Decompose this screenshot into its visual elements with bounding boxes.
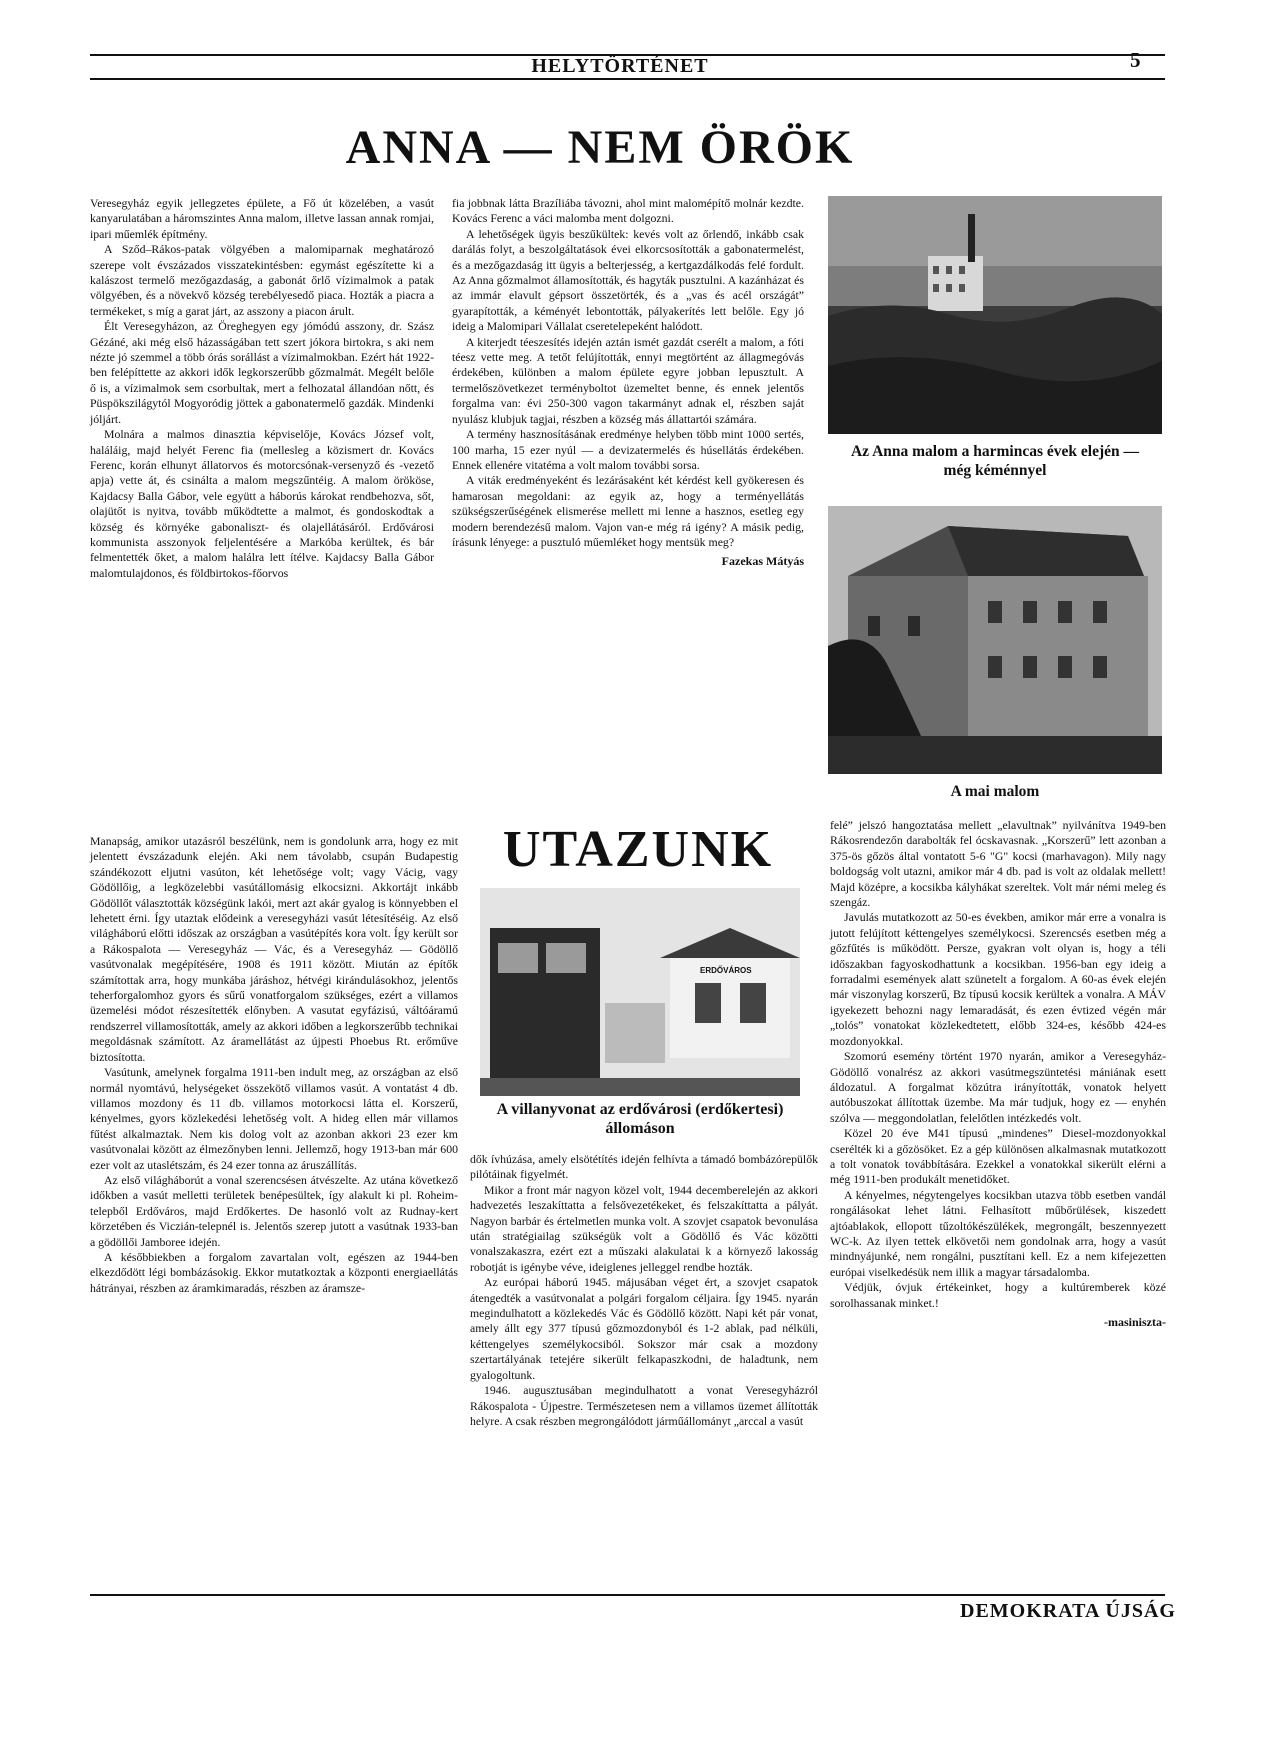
article1-column-2 [452, 196, 804, 570]
paragraph: Veresegyház egyik jellegzetes épülete, a Fő út közelében, a vasút kanyarulatában a háromszintes Anna malom, illetve lassan annak romjai, ipari műemlék építmény. [90, 196, 434, 241]
paragraph: A viták eredményeként és lezárásaként két kérdést kell gyökeresen és hamarosan megoldani: az egyik az, hogy a terményellátás szükségszerűségének elismerése mellett mi lenne a hasznos, esetleg egy modern berendezésű malom. Vajon van-e még rá igény? A másik pedig, írásunk lényege: a pusztuló műemléket hogy mentsük meg? [452, 473, 804, 549]
paragraph: Az európai háború 1945. májusában véget ért, a szovjet csapatok átengedték a vasútvonalat a polgári forgalom céljaira. Így 1945. nyarán megindulhatott a közlekedés Vác és Gödöllő között. Napi két pár vonat, amely állt egy 377 típusú gőzmozdonyból és 1-2 ablak, pad nélküli, kéttengelyes személykocsiból. Sokszor már csak a mozdony szertartályának tetejére sikerült felkapaszkodni, de haladtunk, nem gyalogoltunk. [470, 1275, 818, 1382]
paragraph: fia jobbnak látta Brazíliába távozni, ahol mint malomépítő molnár kezdte. Kovács Ferenc a váci malomba ment dolgozni. [452, 196, 804, 226]
train-photo-caption: A villanyvonat az erdővárosi (erdőkertesi) állomáson [496, 1101, 784, 1137]
paragraph: 1946. augusztusában megindulhatott a vonat Veresegyházról Rákospalota - Újpestre. Természetesen nem a villamos üzemet állították helyre. A csak részben megrongálódott járműállományt „arccal a vasút [470, 1383, 818, 1428]
old-mill-caption: Az Anna malom a harmincas évek elején — még kéménnyel [850, 443, 1139, 479]
article2-title: UTAZUNK [502, 821, 774, 878]
header-rule-lower [90, 78, 1165, 80]
paragraph: Élt Veresegyházon, az Öreghegyen egy jómódú asszony, dr. Szász Gézáné, aki még első házasságában tett szert jókora birtokra, s aki nem nézte jó szemmel a több órás sorállást a vízimalmokban. Ezért hát 1922-ben felépíttette az akkori idők legkorszerűbb gőzmalmát. Megélt belőle ő is, a vízimalmok sem csorbultak, mert a felhozatal állandóan nőtt, és Püspökszilágytól Mogyoródig jöttek a gabonatermelő gazdák. Mindenki jóljárt. [90, 319, 434, 426]
article1-signature: Fazekas Mátyás [721, 554, 804, 569]
paragraph: felé” jelszó hangoztatása mellett „elavultnak” nyilvánítva 1949-ben Rákosrendezőn darabolták fel ócskavasnak. „Korszerű” lett azonban a 375-ös gőzös által vontatott 5-6 "G" kocsi (marhavagon). Mily nagy boldogság volt utazni, amikor már 4 db. pad is volt az oldalak mellett! Majd középre, a kocsikba kályhákat szereltek. Volt már némi meleg és szengáz. [830, 818, 1166, 910]
paragraph: A későbbiekben a forgalom zavartalan volt, egészen az 1944-ben elkezdődött légi bombázásokig. Ekkor mutatkoztak a központi energiaellátás hátrányai, részben az áramkimaradás, részben az áramsze- [90, 1249, 458, 1295]
paragraph: Közel 20 éve M41 típusú „mindenes” Diesel-mozdonyokkal cserélték ki a gőzösöket. Ez a gép különösen alkalmasnak mutatkozott a tolt vonatok továbbítására. Ezekkel a vonatokkal sikerült elérni a még 1911-ben produkált menetidőket. [830, 1126, 1166, 1187]
article2-column-3 [830, 818, 1166, 1330]
article2-column-2 [470, 1152, 818, 1429]
current-mill-photo [828, 506, 1162, 774]
paragraph: Az első világháborút a vonal szerencsésen átvészelte. Az utána következő időkben a vasút melletti területek benépesültek, így alakult ki pl. Roheim-telepből Erdőváros, majd Erdőkertes. De hasonló volt az Rudnay-kert körzetében és Viczián-telepnél is. Jelentős szerep jutott a vasútnak 1933-ban a gödöllői Jamboree idején. [90, 1172, 458, 1249]
publication-masthead: DEMOKRATA ÚJSÁG [960, 1600, 1176, 1622]
article1-title: ANNA — NEM ÖRÖK [345, 121, 855, 174]
article2-column-1 [90, 834, 458, 1296]
paragraph: A Sződ–Rákos-patak völgyében a malomiparnak meghatározó szerepe volt évszázados visszatekintésben: egymást egészítette ki a kalászost termelő mezőgazdaság, a gabonát őrlő vízimalmok a patak völgyében, és a növekvő község terebélyesedő piaca. Hozták a piacra a termékeket, s míg a garat járt, az asszony a piacon árult. [90, 242, 434, 318]
article2-signature: -masiniszta- [1104, 1315, 1166, 1329]
paragraph: A kényelmes, négytengelyes kocsikban utazva több esetben vandál rongálásokat lehet látni. Felhasított műbőrülések, kiszedett ajtóablakok, ellopott tűzoltókészülékek, megrongált, beszennyezett WC-k. Az ilyen tettek elkövetői nem gondolnak arra, hogy a vasút mindnyájunké, nem rongálni, pusztítani kell. Ez a nem kifejezetten európai viselkedésük nem illik a magyar társadalomba. [830, 1187, 1166, 1279]
paragraph: Molnára a malmos dinasztia képviselője, Kovács József volt, haláláig, majd helyét Ferenc fia (mellesleg a közismert dr. Kovács Ferenc, korán elhunyt állatorvos és motorcsónak-versenyző és -vezető apja) vette át, és csinálta a malom megszűntéig. A malom örököse, Kajdacsy Balla Gábor, vele együtt a háborús károkat rendbehozva, sőt, olajütőt is nyitva, tovább működtette a malmot, és gondoskodtak a község és környéke gabonaliszt- és olajellátásáról. Erdővárosi kommunista asszonyok feljelentésére a Markóba kerültek, és bár felmentették őket, a malom halálra lett ítélve. Kajdacsy Balla Gábor malomtulajdonos, és földbirtokos-főorvos [90, 427, 434, 580]
station-sign: ERDŐVÁROS [700, 966, 752, 975]
paragraph: Javulás mutatkozott az 50-es években, amikor már erre a vonalra is jutott felújított kéttengelyes személykocsi. Szerencsés esetben még a gőzfűtés is működött. Persze, gyakran volt olyan is, hogy a téli időszakban fagyoskodhattunk a kocsikban. 1956-ban egy ideig a forradalmi események alatt szünetelt a forgalom. A 60-as évek elején már viszonylag korszerű, Bz típusú kocsik kerültek a vonalra. A MÁV igyekezett behozni nagy lemaradását, és ezen évtized végén már „tolós” vonatokat közlekedtetett, előbb 324-es, később 424-es mozdonyokkal. [830, 910, 1166, 1048]
paragraph: A kiterjedt téeszesítés idején aztán ismét gazdát cserélt a malom, a fóti téesz vette meg. A tetőt felújították, ennyi megtörtént az állagmegóvás érdekében, különben a malom épülete egyre jobban lepusztult. A termelőszövetkezet terményboltot üzemeltet benne, és ennek jelentős forgalma van: évi 250-300 vagon takarmányt adnak el, részben saját nyulász klubjuk tagjai, részben a község más állattartói számára. [452, 334, 804, 426]
paragraph: Védjük, óvjuk értékeinket, hogy a kultúremberek közé sorolhassanak minket.! [830, 1280, 1166, 1310]
current-mill-caption: A mai malom [950, 783, 1040, 800]
section-label: HELYTÖRTÉNET [531, 55, 709, 77]
article1-column-1 [90, 196, 434, 581]
footer-rule [90, 1594, 1165, 1596]
paragraph: dők ívhúzása, amely elsötétítés idején felhívta a támadó bombázórepülők pilótáinak figyelmét. [470, 1152, 818, 1182]
paragraph: A lehetőségek ügyis beszűkültek: kevés volt az őrlendő, inkább csak darálás folyt, a beszolgáltatások évei elkorcsosították a gabonatermelést, és a mezőgazdaság itt ügyis a belterjesség, a kertgazdálkodás felé fordult. Az Anna gőzmalmot államosították, és hagyták pusztulni. A kazánházat és az immár elavult gépsort összetörték, és a „vas és acél országát” gyarapították, a kéményét lebontották, pályakerítés lett belőle. Egy jó ideig a Malomipari Vállalat cseretelepeként halódott. [452, 226, 804, 334]
paragraph: A termény hasznosításának eredménye helyben több mint 1000 sertés, 100 marha, 15 ezer nyúl — a devizatermelés és húsellátás érdekében. Ennek ellenére vitatéma a volt malom további sorsa. [452, 427, 804, 472]
paragraph: Szomorú esemény történt 1970 nyarán, amikor a Veresegyház-Gödöllő vonalrész az akkori vasútmegszüntetési mániának esett áldozatul. A forgalmat közútra irányították, vonatok helyett autóbuszokat állítottak üzembe. Ma már tudjuk, hogy ez — enyhén szólva — meggondolatlan, felelőtlen intézkedés volt. [830, 1049, 1166, 1125]
paragraph: Manapság, amikor utazásról beszélünk, nem is gondolunk arra, hogy ez mit jelentett évszázadunk elején. Aki nem távolabb, csupán Budapestig szándékozott eljutni vasúton, két lehetősége volt; vagy Vácig, vagy Gödöllőig, a legközelebbi vasútállomásig elkocsizni. Akkortájt inkább Gödöllőt választották községünk lakói, mert azt akár gyalog is könnyebben el lehetett érni. Így utaztak elődeink a veresegyházi vasút létesítéséig. Az első világháború előtti időszak az országban a vasútépítés kora volt. Így került sor a Rákospalota — Veresegyház — Vác, és a Veresegyház — Gödöllő vasútvonalak megépítésére, 1908 és 1911 között. Miután az építők számítottak arra, hogy munkába járáshoz, hétvégi kirándulásokhoz, jelentős teherforgalomhoz gyors és sűrű vonatforgalom szükséges, ezért a villamos üzemelési módot részesítették előnyben. A vasutat egyfázisú, váltóáramú rendszerrel villamosították, amely az akkori időben a legkorszerűbb technikai megoldásnak számított. Az áramellátást az újpesti Phoebus Rt. erőműve biztosította. [90, 834, 458, 1064]
paragraph: Vasútunk, amelynek forgalma 1911-ben indult meg, az országban az első normál nyomtávú, helységeket összekötő villamos vasút. A vontatást 4 db. villamos mozdony és 11 db. villamos motorkocsi látta el. Korszerű, kényelmes, gyors közlekedési lehetőség volt. A hideg ellen már villamos fűtést alkalmaztak. Nem kis dolog volt az azonban akkori 23 ezer km vasútvonalai között az élmezőnyben lenni. Jellemző, hogy 1913-ban már 600 ezer volt az utaslétszám, és 24 ezer tonna az áruszállítás. [90, 1065, 458, 1172]
page-number: 5 [1130, 48, 1141, 72]
old-mill-photo [828, 196, 1162, 434]
paragraph: Mikor a front már nagyon közel volt, 1944 decemberelején az akkori hadvezetés leszakíttatta a felsővezetékeket, és felszakíttatta a pályát. Nagyon barbár és értelmetlen munka volt. A szovjet csapatok bevonulása után stratégiailag szükségük volt a Gödöllő és Vác közötti vonalszakaszra, ezért ezt a műszaki alakulatai k a környező lakosság robotját is igénybe véve, ideiglenes jelleggel rendbe hozták. [470, 1182, 818, 1274]
train-station-photo [480, 888, 800, 1096]
